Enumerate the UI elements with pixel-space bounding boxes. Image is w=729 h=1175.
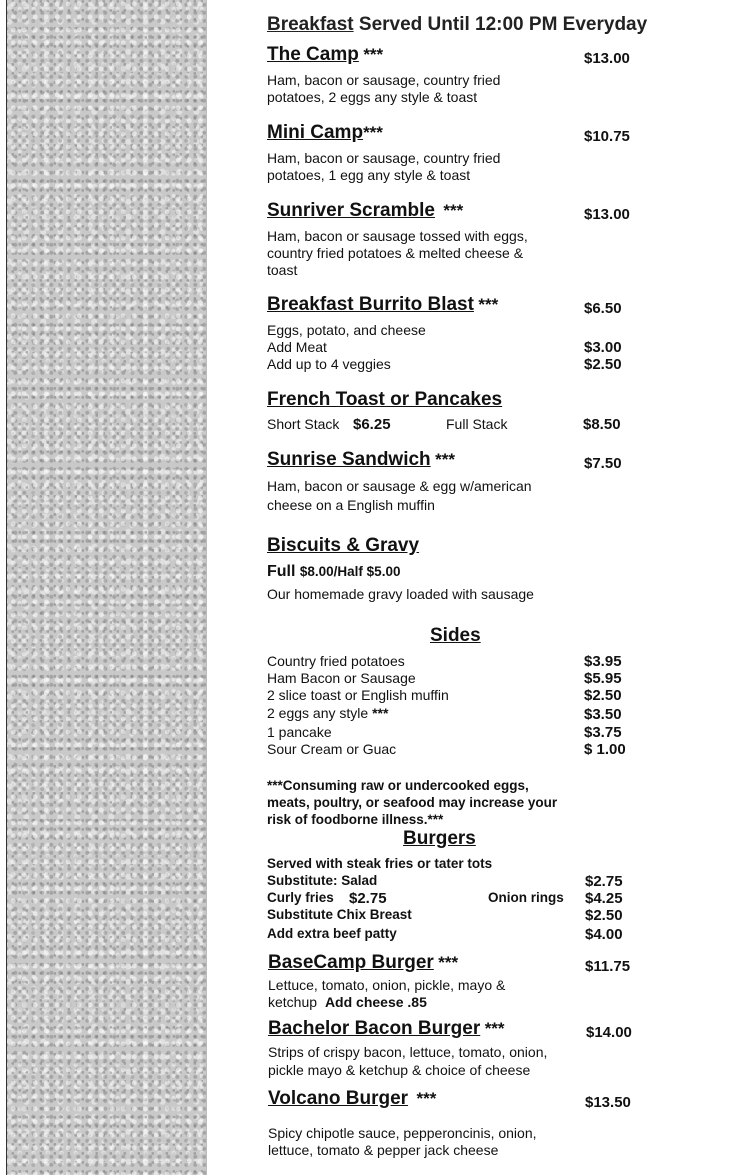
item-mini-title-row	[267, 122, 383, 144]
item-sandwich-name: Sunrise Sandwich	[267, 449, 431, 470]
item-burrito-meat-price: $3.00	[584, 339, 622, 356]
item-camp-desc: Ham, bacon or sausage, country fried potatoes, 2 eggs any style & toast	[267, 72, 501, 105]
bachelor-stars: ***	[484, 1019, 505, 1038]
sides-row-3	[267, 705, 388, 722]
basecamp-price: $11.75	[585, 958, 631, 975]
bachelor-title-row	[268, 1018, 505, 1040]
item-biscuits-name: Biscuits & Gravy	[267, 535, 420, 556]
item-mini-stars: ***	[363, 123, 383, 142]
sides-label-1: Ham Bacon or Sausage	[267, 670, 416, 686]
sides-title: Sides	[430, 625, 481, 646]
sides-label-0: Country fried potatoes	[267, 653, 405, 669]
item-camp-price: $13.00	[584, 50, 630, 67]
burgers-salad-price: $2.75	[585, 873, 623, 890]
bachelor-price: $14.00	[586, 1024, 632, 1041]
burgers-salad: Substitute: Salad	[267, 873, 378, 888]
item-biscuits-full: Full	[267, 563, 296, 580]
breakfast-header	[267, 14, 647, 36]
burgers-served: Served with steak fries or tater tots	[267, 856, 493, 871]
item-sandwich-stars: ***	[435, 450, 455, 469]
item-sandwich-price: $7.50	[584, 455, 622, 472]
sides-price-2: $2.50	[584, 687, 622, 704]
sides-label-3: 2 eggs any style	[267, 705, 369, 721]
item-french-full: Full Stack	[446, 416, 508, 432]
item-burrito-desc: Eggs, potato, and cheese	[267, 322, 426, 338]
volcano-price: $13.50	[585, 1094, 631, 1111]
item-mini-name: Mini Camp	[267, 122, 364, 143]
header-word: Breakfast	[267, 14, 354, 35]
item-camp-name: The Camp	[267, 44, 359, 65]
sides-price-4: $3.75	[584, 724, 622, 741]
sides-price-3: $3.50	[584, 706, 622, 723]
item-scramble-desc: Ham, bacon or sausage tossed with eggs, country fried potatoes & melted cheese & toast	[267, 228, 528, 278]
item-french-short-price: $6.25	[353, 416, 391, 433]
item-scramble-stars: ***	[443, 201, 464, 220]
item-sandwich-title-row	[267, 449, 455, 471]
item-french-full-price: $8.50	[583, 416, 621, 433]
item-burrito-price: $6.50	[584, 300, 622, 317]
item-mini-desc: Ham, bacon or sausage, country fried potatoes, 1 egg any style & toast	[267, 150, 501, 183]
item-burrito-veg: Add up to 4 veggies	[267, 356, 391, 372]
item-burrito-veg-price: $2.50	[584, 356, 622, 373]
basecamp-title-row	[268, 952, 458, 974]
sides-price-1: $5.95	[584, 670, 622, 687]
item-burrito-meat: Add Meat	[267, 339, 327, 355]
item-burrito-stars: ***	[478, 295, 499, 314]
burgers-chix: Substitute Chix Breast	[267, 907, 412, 922]
volcano-desc: Spicy chipotle sauce, pepperoncinis, onion, lettuce, tomato & pepper jack cheese	[268, 1125, 537, 1158]
item-scramble-price: $13.00	[584, 206, 630, 223]
burgers-onion-price: $4.25	[585, 890, 623, 907]
sides-price-5: $ 1.00	[584, 741, 626, 758]
burgers-patty: Add extra beef patty	[267, 926, 397, 941]
item-sandwich-desc: Ham, bacon or sausage & egg w/american cheese on a English muffin	[267, 478, 532, 513]
basecamp-cheese: Add cheese .85	[324, 994, 427, 1010]
textured-sidebar	[0, 0, 207, 1175]
basecamp-desc-block	[268, 977, 538, 1011]
item-biscuits-price-row	[267, 563, 400, 581]
item-mini-price: $10.75	[584, 128, 630, 145]
sides-label-2: 2 slice toast or English muffin	[267, 687, 449, 703]
item-burrito-title-row	[267, 294, 498, 316]
bachelor-desc: Strips of crispy bacon, lettuce, tomato, onion, pickle mayo & ketchup & choice of cheese	[268, 1044, 548, 1078]
sides-stars-3: ***	[372, 705, 389, 721]
sides-label-5: Sour Cream or Guac	[267, 741, 397, 757]
basecamp-stars: ***	[438, 953, 459, 972]
burgers-curly-price: $2.75	[349, 890, 387, 907]
bachelor-name: Bachelor Bacon Burger	[268, 1018, 481, 1039]
item-scramble-name: Sunriver Scramble	[267, 200, 435, 221]
item-scramble-title-row	[267, 200, 463, 222]
item-burrito-name: Breakfast Burrito Blast	[267, 294, 474, 315]
volcano-stars: ***	[416, 1089, 437, 1108]
item-camp-title-row	[267, 44, 383, 66]
item-biscuits-prices: $8.00/Half $5.00	[299, 564, 401, 579]
volcano-title-row	[268, 1088, 436, 1110]
item-camp-stars: ***	[363, 45, 384, 64]
burgers-title: Burgers	[403, 828, 476, 849]
burgers-onion: Onion rings	[488, 890, 564, 905]
sides-price-0: $3.95	[584, 653, 622, 670]
food-safety-warning: ***Consuming raw or undercooked eggs, meats, poultry, or seafood may increase your risk of foodborne illness.***	[267, 778, 558, 827]
burgers-patty-price: $4.00	[585, 926, 623, 943]
header-rest: Served Until 12:00 PM Everyday	[358, 14, 648, 35]
basecamp-name: BaseCamp Burger	[268, 952, 434, 973]
item-french-name: French Toast or Pancakes	[267, 389, 503, 410]
basecamp-desc: Lettuce, tomato, onion, pickle, mayo & ketchup	[268, 977, 506, 1010]
burgers-chix-price: $2.50	[585, 907, 623, 924]
volcano-name: Volcano Burger	[268, 1088, 409, 1109]
item-french-short: Short Stack	[267, 416, 340, 432]
burgers-curly: Curly fries	[267, 890, 334, 905]
sides-label-4: 1 pancake	[267, 724, 332, 740]
item-biscuits-desc: Our homemade gravy loaded with sausage	[267, 586, 534, 602]
